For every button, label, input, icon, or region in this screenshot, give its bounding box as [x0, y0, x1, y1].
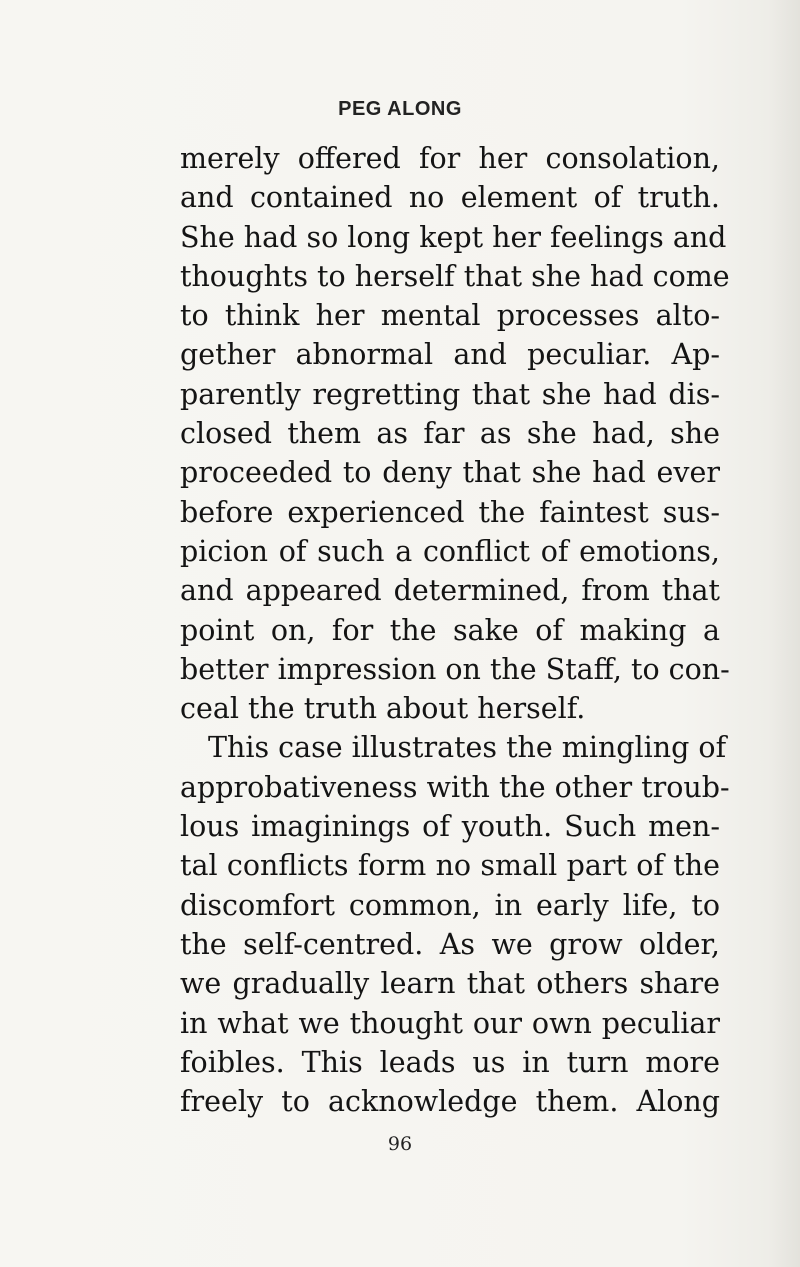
- page-number: 96: [387, 1133, 413, 1155]
- text-line: gether abnormal and peculiar. Ap-: [180, 338, 720, 372]
- text-line: in what we thought our own peculiar: [180, 1006, 720, 1040]
- text-line: and appeared determined, from that: [180, 574, 720, 608]
- text-line: proceeded to deny that she had ever: [180, 456, 720, 490]
- text-line: before experienced the faintest sus-: [180, 495, 720, 529]
- text-line: merely offered for her consolation,: [180, 142, 720, 175]
- text-line: She had so long kept her feelings and: [180, 220, 727, 254]
- text-line: picion of such a conflict of emotions,: [180, 534, 720, 568]
- text-line: thoughts to herself that she had come: [180, 259, 730, 293]
- text-line: point on, for the sake of making a: [180, 613, 720, 647]
- text-line: foibles. This leads us in turn more: [180, 1045, 720, 1079]
- text-line: freely to acknowledge them. Along: [180, 1085, 720, 1119]
- text-line: lous imaginings of youth. Such men-: [180, 810, 720, 844]
- text-line: closed them as far as she had, she: [180, 417, 720, 451]
- text-line: discomfort common, in early life, to: [180, 888, 720, 922]
- text-line-paragraph-end: ceal the truth about herself.: [180, 692, 586, 726]
- text-line: to think her mental processes alto-: [180, 299, 720, 333]
- text-line: parently regretting that she had dis-: [180, 377, 720, 411]
- body-text: [180, 139, 730, 1121]
- text-line: better impression on the Staff, to con-: [180, 652, 730, 686]
- text-line: we gradually learn that others share: [180, 967, 720, 1001]
- text-line: tal conflicts form no small part of the: [180, 849, 720, 883]
- text-line: and contained no element of truth.: [180, 181, 720, 215]
- text-line-paragraph-start: This case illustrates the mingling of: [208, 731, 727, 765]
- running-head: PEG ALONG: [338, 98, 462, 120]
- text-line: approbativeness with the other troub-: [180, 770, 730, 804]
- text-line: the self-centred. As we grow older,: [180, 927, 720, 961]
